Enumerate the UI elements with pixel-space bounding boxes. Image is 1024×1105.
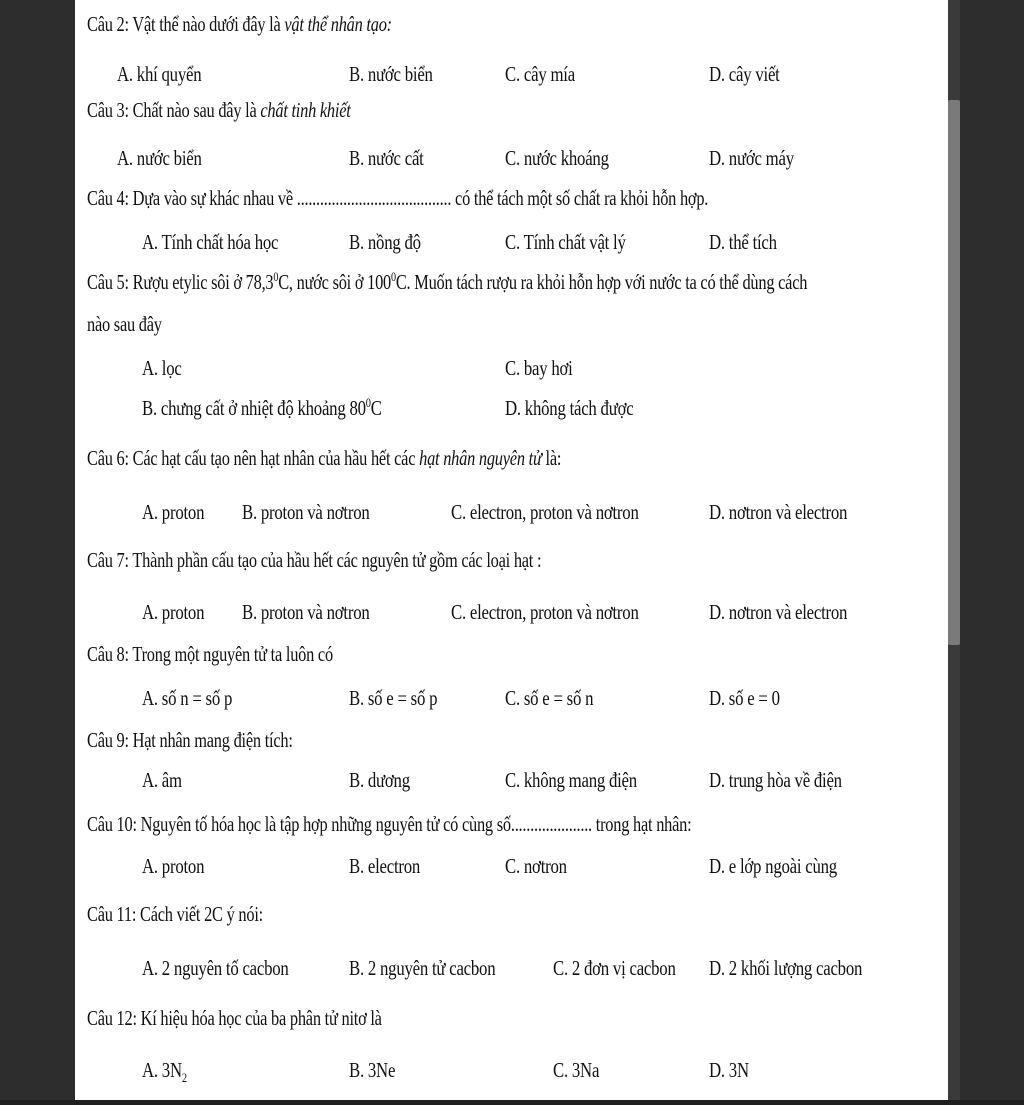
question-9-option-b: B. dương xyxy=(349,768,410,792)
question-8-option-a: A. số n = số p xyxy=(142,686,233,710)
question-10-stem: Câu 10: Nguyên tố hóa học là tập hợp những nguyên tử có cùng số..................... trong hạt nhân: xyxy=(87,812,692,836)
question-7-option-b: B. proton và nơtron xyxy=(242,600,370,624)
question-3-option-d: D. nước máy xyxy=(709,146,794,170)
question-6-option-a: A. proton xyxy=(142,500,205,524)
question-6-stem: Câu 6: Các hạt cấu tạo nên hạt nhân của hầu hết các hạt nhân nguyên tử là: xyxy=(87,446,562,470)
question-11-option-b: B. 2 nguyên tử cacbon xyxy=(349,956,496,980)
question-3-stem: Câu 3: Chất nào sau đây là chất tinh khiết xyxy=(87,98,351,122)
question-2-option-c: C. cây mía xyxy=(505,62,575,86)
question-7-option-d: D. nơtron và electron xyxy=(709,600,848,624)
question-10-option-d: D. e lớp ngoài cùng xyxy=(709,854,837,878)
viewer-right-margin xyxy=(950,0,1024,1105)
document-page xyxy=(75,0,948,1100)
question-12-option-d: D. 3N xyxy=(709,1058,749,1082)
question-2-stem: Câu 2: Vật thể nào dưới đây là vật thể nhân tạo: xyxy=(87,12,392,36)
question-3-option-b: B. nước cất xyxy=(349,146,424,170)
question-10-option-c: C. nơtron xyxy=(505,854,567,878)
question-12-option-c: C. 3Na xyxy=(553,1058,600,1082)
question-6-option-b: B. proton và nơtron xyxy=(242,500,370,524)
question-8-stem: Câu 8: Trong một nguyên tử ta luôn có xyxy=(87,642,333,666)
question-5-stem: Câu 5: Rượu etylic sôi ở 78,3$^0$C, nước sôi ở $100^0C$. Muốn tách rượu ra khỏi hỗn hợp với nước ta có thể dùng cách xyxy=(87,269,808,294)
question-2-option-a: A. khí quyển xyxy=(117,62,202,86)
question-6-option-c: C. electron, proton và nơtron xyxy=(451,500,639,524)
question-7-stem: Câu 7: Thành phần cấu tạo của hầu hết các nguyên tử gồm các loại hạt : xyxy=(87,548,542,572)
question-2-option-b: B. nước biển xyxy=(349,62,433,86)
question-4-option-d: D. thể tích xyxy=(709,230,777,254)
question-3-option-c: C. nước khoáng xyxy=(505,146,609,170)
question-5-option-c: C. bay hơi xyxy=(505,356,573,380)
viewer-left-margin xyxy=(0,0,75,1105)
question-4-stem: Câu 4: Dựa vào sự khác nhau về ........................................ có thể tách một số chất ra khỏi hỗn hợp. xyxy=(87,186,709,210)
question-5-option-a: A. lọc xyxy=(142,356,182,380)
question-4-option-b: B. nồng độ xyxy=(349,230,421,254)
question-10-option-b: B. electron xyxy=(349,854,421,878)
question-9-option-a: A. âm xyxy=(142,768,182,792)
question-3-option-a: A. nước biển xyxy=(117,146,202,170)
question-6-option-d: D. nơtron và electron xyxy=(709,500,848,524)
question-7-option-a: A. proton xyxy=(142,600,205,624)
question-10-option-a: A. proton xyxy=(142,854,205,878)
question-4-option-a: A. Tính chất hóa học xyxy=(142,230,279,254)
question-5-option-d: D. không tách được xyxy=(505,396,634,420)
question-9-stem: Câu 9: Hạt nhân mang điện tích: xyxy=(87,728,293,752)
question-11-option-a: A. 2 nguyên tố cacbon xyxy=(142,956,289,980)
question-7-option-c: C. electron, proton và nơtron xyxy=(451,600,639,624)
question-9-option-d: D. trung hòa về điện xyxy=(709,768,842,792)
question-8-option-d: D. số e = 0 xyxy=(709,686,780,710)
question-4-option-c: C. Tính chất vật lý xyxy=(505,230,626,254)
question-2-option-d: D. cây viết xyxy=(709,62,780,86)
question-5-option-b: B. chưng cất ở nhiệt độ khoảng $80^0C$ xyxy=(142,395,382,420)
question-11-option-d: D. 2 khối lượng cacbon xyxy=(709,956,863,980)
question-8-option-c: C. số e = số n xyxy=(505,686,594,710)
question-12-option-a: A. $3N_2$ xyxy=(142,1058,187,1086)
question-9-option-c: C. không mang điện xyxy=(505,768,637,792)
scrollbar-thumb[interactable] xyxy=(948,100,960,645)
question-12-option-b: B. 3Ne xyxy=(349,1058,396,1082)
question-5-stem-line2: nào sau đây xyxy=(87,312,162,336)
question-8-option-b: B. số e = số p xyxy=(349,686,438,710)
question-11-stem: Câu 11: Cách viết 2C ý nói: xyxy=(87,902,263,926)
viewer-bottom-edge xyxy=(0,1100,1024,1105)
question-12-stem: Câu 12: Kí hiệu hóa học của ba phân tử nitơ là xyxy=(87,1006,382,1030)
question-11-option-c: C. 2 đơn vị cacbon xyxy=(553,956,676,980)
